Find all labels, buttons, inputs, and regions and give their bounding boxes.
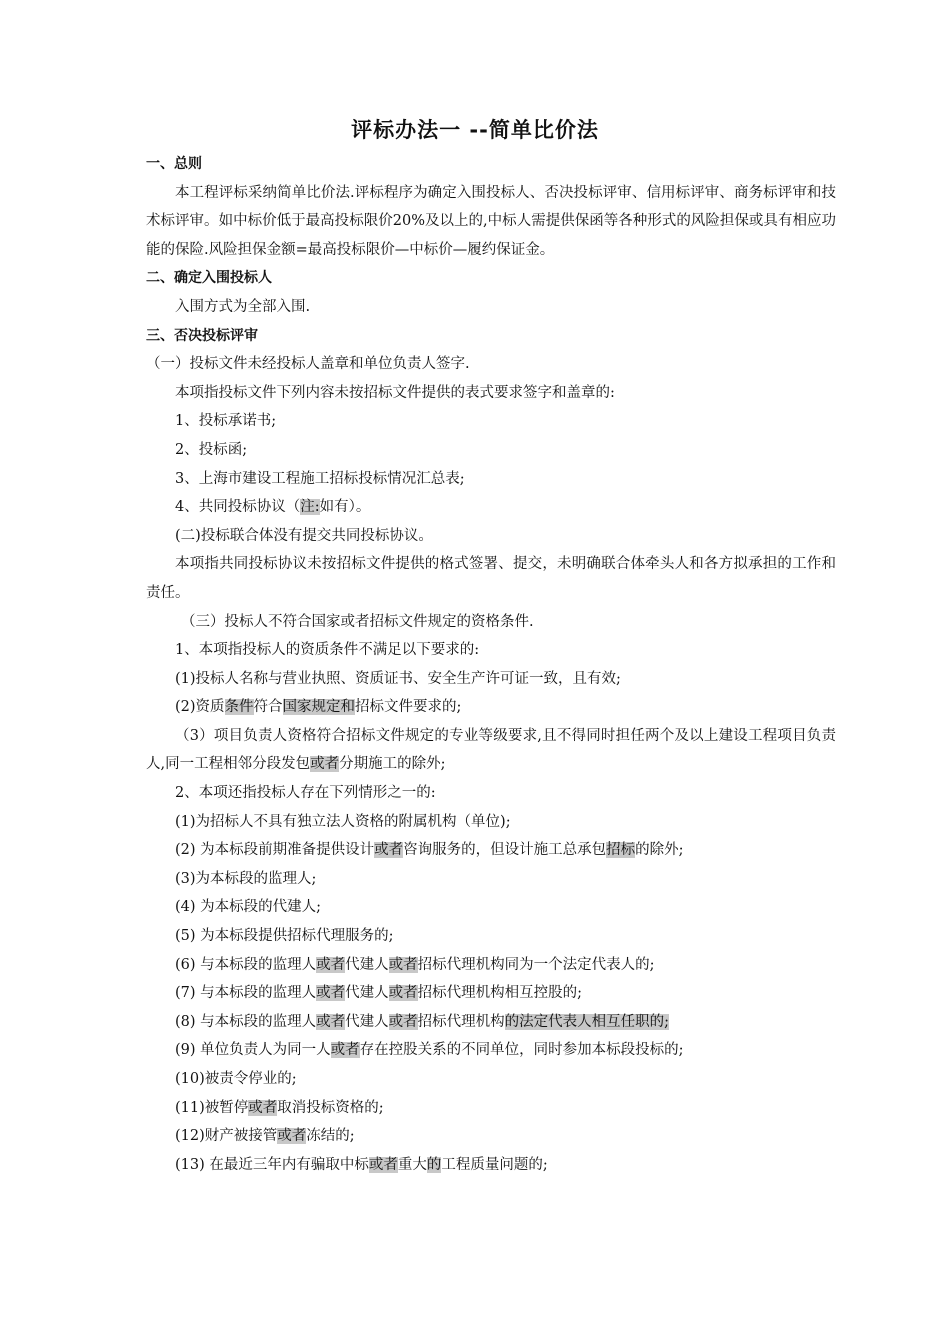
- text-run: 招标文件要求的;: [355, 699, 462, 716]
- highlighted-text: 或者: [310, 756, 340, 773]
- document-line: (1)为招标人不具有独立法人资格的附属机构（单位);: [175, 813, 511, 830]
- document-line: [146, 493, 836, 522]
- document-line: （三）投标人不符合国家或者招标文件规定的资格条件.: [181, 613, 534, 630]
- highlighted-text: 条件: [224, 699, 254, 716]
- text-run: (9) 单位负责人为同一人: [175, 1042, 331, 1059]
- highlighted-text: 注:: [300, 499, 320, 516]
- text-run: 招标代理机构: [417, 1013, 505, 1030]
- document-title: 评标办法一 --简单比价法: [351, 118, 599, 142]
- document-line: [146, 693, 836, 722]
- text-run: (13) 在最近三年内有骗取中标: [175, 1156, 369, 1173]
- text-run: 冻结的;: [306, 1128, 355, 1145]
- highlighted-text: 国家规定和: [282, 699, 356, 716]
- document-line: [146, 1036, 836, 1065]
- text-run: (12)财产被接管: [175, 1128, 278, 1145]
- text-run: 4、共同投标协议（: [175, 499, 301, 516]
- highlighted-text: 或者: [316, 1013, 346, 1030]
- text-run: 代建人: [345, 1013, 389, 1030]
- highlighted-text: 或者: [388, 985, 418, 1002]
- text-run: （3）项目负责人资格符合招标文件规定的专业等级要求,且不得同时担任两个及以上建设工程项目负责人,同一工程相邻分段发包: [146, 727, 836, 773]
- text-run: 取消投标资格的;: [277, 1099, 384, 1116]
- highlighted-text: 或者: [316, 985, 346, 1002]
- highlighted-text: 的: [426, 1156, 442, 1173]
- text-run: 工程质量问题的;: [441, 1156, 548, 1173]
- document-line: 3、上海市建设工程施工招标投标情况汇总表;: [175, 470, 465, 487]
- section-heading: 三、否决投标评审: [146, 327, 258, 344]
- document-line: [146, 1094, 836, 1123]
- document-line: 本工程评标采纳简单比价法.评标程序为确定入围投标人、否决投标评审、信用标评审、商务标评审和技术标评审。如中标价低于最高投标限价20%及以上的,中标人需提供保函等各种形式的风险担保或具有相应功能的保险.风险担保金额=最高投标限价—中标价—履约保证金。: [146, 184, 836, 258]
- text-run: 招标代理机构同为一个法定代表人的;: [417, 956, 655, 973]
- highlighted-text: 或者: [374, 842, 404, 859]
- highlighted-text: 或者: [316, 956, 346, 973]
- text-run: (2) 为本标段前期准备提供设计: [175, 842, 375, 859]
- highlighted-text: 或者: [388, 956, 418, 973]
- text-run: 存在控股关系的不同单位，同时参加本标段投标的;: [359, 1042, 684, 1059]
- document-line: 入围方式为全部入围.: [175, 298, 311, 315]
- document-line: (4) 为本标段的代建人;: [175, 899, 322, 916]
- text-run: 招标代理机构相互控股的;: [417, 985, 583, 1002]
- text-run: (11)被暂停: [175, 1099, 249, 1116]
- text-run: 重大: [397, 1156, 427, 1173]
- document-line: [146, 1151, 836, 1180]
- text-run: 咨询服务的，但设计施工总承包: [403, 842, 607, 859]
- document-line: 本项指投标文件下列内容未按招标文件提供的表式要求签字和盖章的:: [175, 384, 615, 401]
- text-run: (8) 与本标段的监理人: [175, 1013, 317, 1030]
- document-line: (二)投标联合体没有提交共同投标协议。: [175, 527, 433, 544]
- document-line: 1、投标承诺书;: [175, 413, 277, 430]
- section-heading: 二、确定入围投标人: [146, 270, 272, 287]
- document-line: (3)为本标段的监理人;: [175, 870, 317, 887]
- highlighted-text: 或者: [388, 1013, 418, 1030]
- document-line: [146, 836, 836, 865]
- document-line: (5) 为本标段提供招标代理服务的;: [175, 928, 394, 945]
- highlighted-text: 的法定代表人相互任职的;: [504, 1013, 670, 1030]
- highlighted-text: 招标: [606, 842, 636, 859]
- text-run: 代建人: [345, 956, 389, 973]
- document-line: [146, 1008, 836, 1037]
- document-line: [146, 979, 836, 1008]
- document-line: （一）投标文件未经投标人盖章和单位负责人签字.: [146, 356, 470, 373]
- document-line: [146, 951, 836, 980]
- highlighted-text: 或者: [248, 1099, 278, 1116]
- section-heading: 一、总则: [146, 156, 202, 172]
- document-line: (1)投标人名称与营业执照、资质证书、安全生产许可证一致，且有效;: [175, 670, 621, 687]
- text-run: 代建人: [345, 985, 389, 1002]
- document-line: 2、本项还指投标人存在下列情形之一的:: [175, 785, 436, 802]
- document-line: [146, 722, 836, 779]
- text-run: 符合: [253, 699, 283, 716]
- highlighted-text: 或者: [368, 1156, 398, 1173]
- text-run: (7) 与本标段的监理人: [175, 985, 317, 1002]
- text-run: (6) 与本标段的监理人: [175, 956, 317, 973]
- document-line: (10)被责令停业的;: [175, 1071, 297, 1087]
- document-line: 本项指共同投标协议未按招标文件提供的格式签署、提交，未明确联合体牵头人和各方拟承担的工作和责任。: [146, 556, 836, 601]
- document-line: [146, 1122, 836, 1151]
- text-run: (2)资质: [175, 699, 225, 716]
- text-run: 分期施工的除外;: [339, 756, 446, 773]
- highlighted-text: 或者: [277, 1128, 307, 1145]
- document-line: 1、本项指投标人的资质条件不满足以下要求的:: [175, 642, 480, 659]
- highlighted-text: 或者: [330, 1042, 360, 1059]
- document-line: 2、投标函;: [175, 441, 248, 458]
- text-run: 的除外;: [635, 842, 684, 859]
- document-body: [146, 150, 836, 1179]
- text-run: 如有）。: [319, 499, 371, 516]
